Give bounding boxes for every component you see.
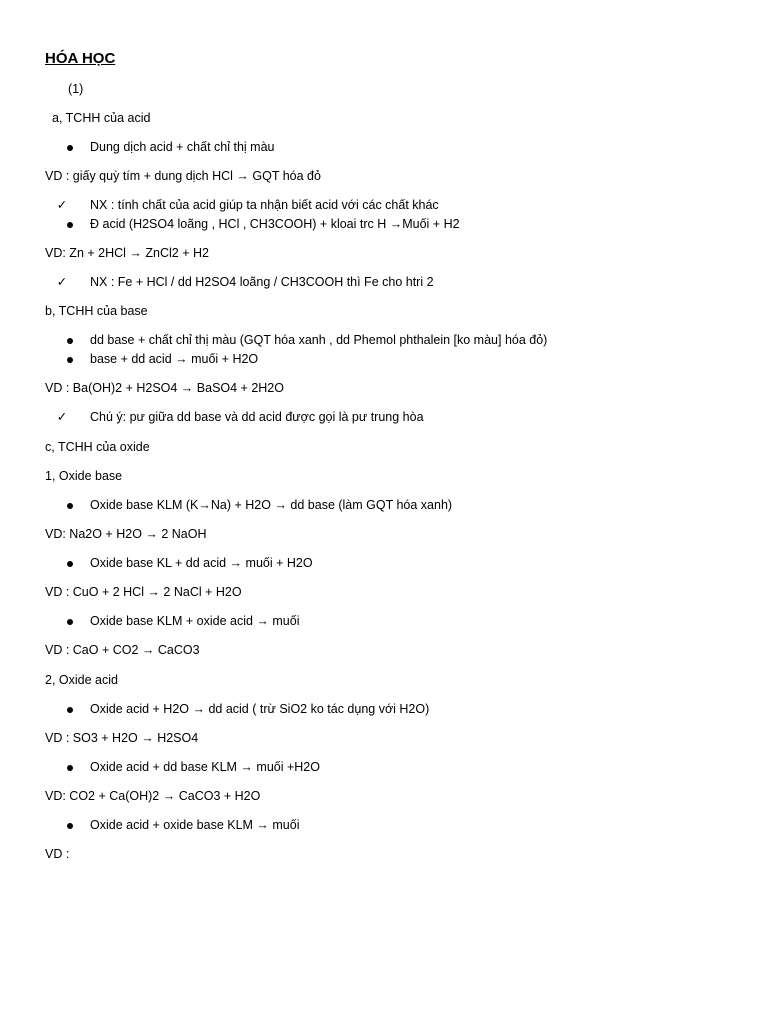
list-item: Oxide acid + H2O → dd acid ( trừ SiO2 ko tác dụng với H2O) <box>90 702 430 716</box>
list-item: Oxide base KLM (K→Na) + H2O → dd base (làm GQT hóa xanh) <box>90 498 453 512</box>
example-line: VD : giấy quỳ tím + dung dịch HCl → GQT hóa đỏ <box>45 169 321 183</box>
list-item: base + dd acid → muối + H2O <box>90 352 259 366</box>
list-item: Chú ý: pư giữa dd base và dd acid được gọi là pư trung hòa <box>90 410 424 424</box>
example-line: VD : CuO + 2 HCl → 2 NaCl + H2O <box>45 585 242 599</box>
example-line: VD : SO3 + H2O → H2SO4 <box>45 731 199 745</box>
check-icon: ✓ <box>56 198 68 212</box>
section-number: (1) <box>68 82 84 96</box>
subheading-oxide-acid: 2, Oxide acid <box>45 673 118 687</box>
list-item: dd base + chất chỉ thị màu (GQT hóa xanh , dd Phemol phthalein [ko màu] hóa đỏ) <box>90 333 548 347</box>
heading-oxide: c, TCHH của oxide <box>45 440 150 454</box>
list-item: NX : tính chất của acid giúp ta nhận biết acid với các chất khác <box>90 198 439 212</box>
example-line: VD: Zn + 2HCl → ZnCl2 + H2 <box>45 246 209 260</box>
list-item: Oxide base KL + dd acid → muối + H2O <box>90 556 313 570</box>
list-item: Oxide acid + dd base KLM → muối +H2O <box>90 760 320 774</box>
subheading-oxide-base: 1, Oxide base <box>45 469 123 483</box>
example-line: VD : Ba(OH)2 + H2SO4 → BaSO4 + 2H2O <box>45 381 284 395</box>
example-line: VD : <box>45 847 70 861</box>
example-line: VD: Na2O + H2O → 2 NaOH <box>45 527 207 541</box>
example-line: VD: CO2 + Ca(OH)2 → CaCO3 + H2O <box>45 789 261 803</box>
bullet-icon <box>63 497 77 513</box>
bullet-icon <box>63 351 77 367</box>
bullet-icon <box>63 701 77 717</box>
check-icon: ✓ <box>56 410 68 424</box>
list-item: Đ acid (H2SO4 loãng , HCl , CH3COOH) + kloai trc H →Muối + H2 <box>90 217 460 231</box>
bullet-icon <box>63 555 77 571</box>
heading-acid: a, TCHH của acid <box>52 111 151 125</box>
bullet-icon <box>63 759 77 775</box>
page-title: HÓA HỌC <box>45 50 116 67</box>
bullet-icon <box>63 613 77 629</box>
bullet-icon <box>63 139 77 155</box>
example-line: VD : CaO + CO2 → CaCO3 <box>45 643 200 657</box>
bullet-icon <box>63 817 77 833</box>
list-item: Oxide base KLM + oxide acid → muối <box>90 614 300 628</box>
bullet-icon <box>63 216 77 232</box>
heading-base: b, TCHH của base <box>45 304 148 318</box>
list-item: Oxide acid + oxide base KLM → muối <box>90 818 300 832</box>
list-item: NX : Fe + HCl / dd H2SO4 loãng / CH3COOH thì Fe cho htri 2 <box>90 275 434 289</box>
check-icon: ✓ <box>56 275 68 289</box>
list-item: Dung dịch acid + chất chỉ thị màu <box>90 140 275 154</box>
bullet-icon <box>63 332 77 348</box>
